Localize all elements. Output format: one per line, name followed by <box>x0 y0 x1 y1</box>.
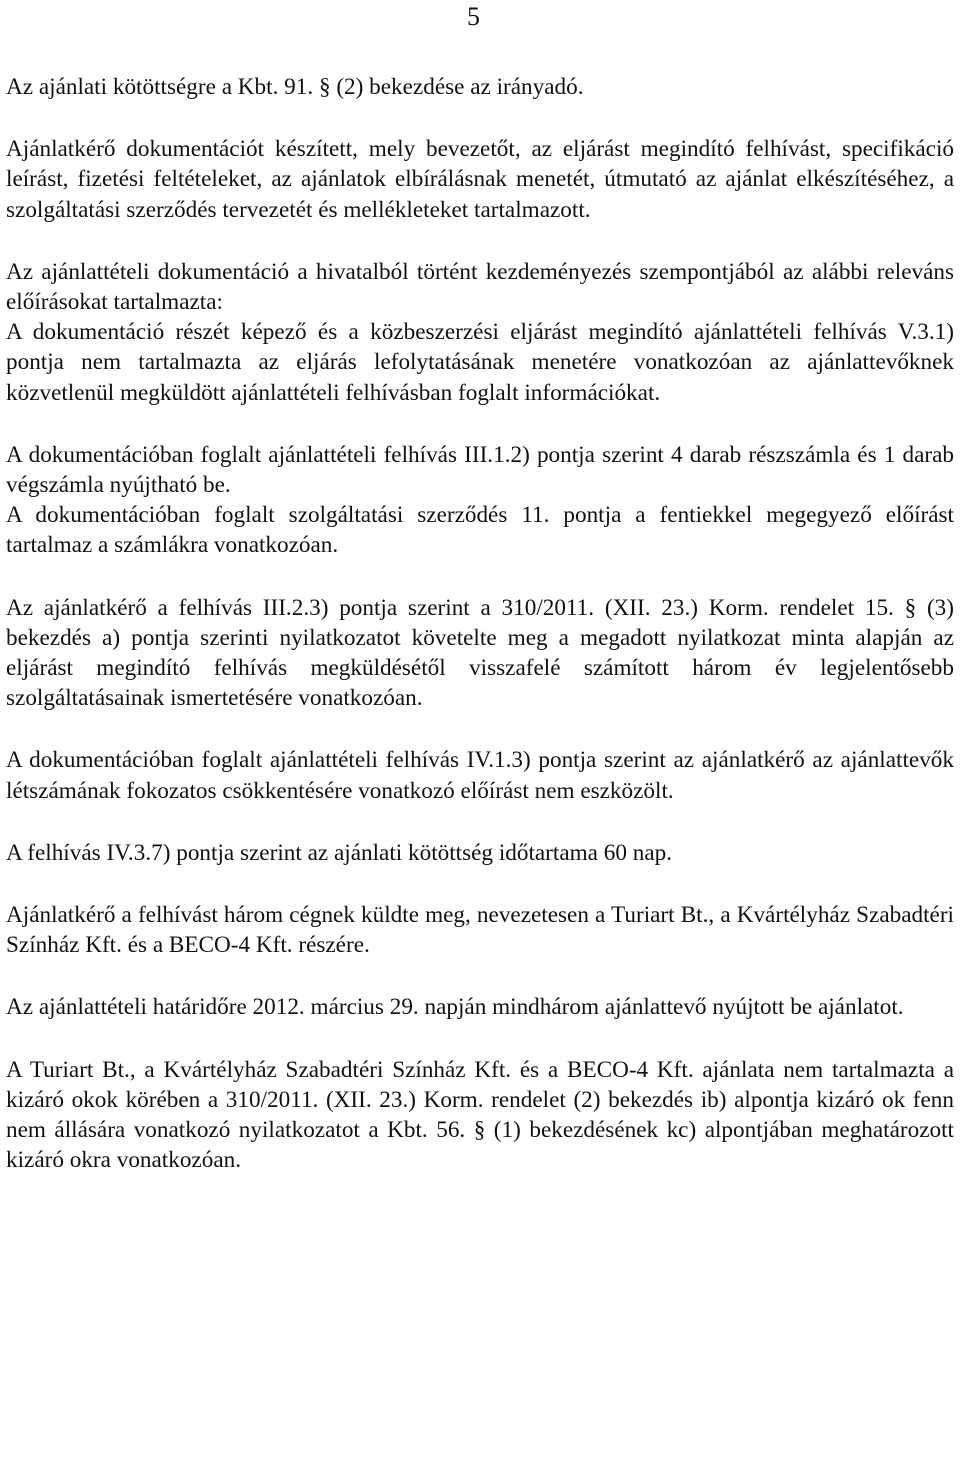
paragraph-invited-companies: Ajánlatkérő a felhívást három cégnek küldte meg, nevezetesen a Turiart Bt., a Kvártélyház Szabadtéri Színház Kft. és a BECO-4 Kft. részére. <box>6 902 954 959</box>
paragraph-declaration-requirement: Az ajánlatkérő a felhívás III.2.3) pontja szerint a 310/2011. (XII. 23.) Korm. rendelet 15. § (3) bekezdés a) pontja szerinti nyilatkozatot követelte meg a megadott nyilatkozat minta alapján az eljárást megindító felhívás megküldésétől visszafelé számított három év legjelentősebb szolgáltatásainak ismertetésére vonatkozóan. <box>6 594 954 712</box>
paragraph-service-contract: A dokumentációban foglalt szolgáltatási szerződés 11. pontja a fentiekkel megegyező előírást tartalmaz a számlákra vonatkozóan. <box>6 502 954 559</box>
paragraph-relevant-provisions: Az ajánlattételi dokumentáció a hivatalból történt kezdeményezés szempontjából az alábbi releváns előírásokat tartalmazta: <box>6 258 954 316</box>
paragraph-documentation-contents: Ajánlatkérő dokumentációt készített, mely bevezetőt, az eljárást megindító felhívást, specifikáció leírást, fizetési feltételeket, az ajánlatok elbírálásnak menetét, útmutató az ajánlat elkészítéséhez, a szolgáltatási szerződés tervezetét és mellékleteket tartalmazott. <box>6 136 954 223</box>
paragraph-exclusion-grounds: A Turiart Bt., a Kvártélyház Szabadtéri Színház Kft. és a BECO-4 Kft. ajánlata nem tartalmazta a kizáró okok körében a 310/2011. (XII. 23.) Korm. rendelet (2) bekezdés ib) alpontja kizáró ok fenn nem állására vonatkozó nyilatkozatot a Kbt. 56. § (1) bekezdésének kc) alpontjában meghatározott kizáró okra vonatkozóan. <box>6 1056 954 1174</box>
paragraph-invitation-v31: A dokumentáció részét képező és a közbeszerzési eljárást megindító ajánlattételi felhívás V.3.1) pontja nem tartalmazta az eljárás lefolytatásának menetére vonatkozóan az ajánlattevőknek közvetlenül megküldött ajánlattételi felhívásban foglalt információkat. <box>6 319 954 406</box>
document-body <box>6 72 954 1175</box>
paragraph-binding-offer: Az ajánlati kötöttségre a Kbt. 91. § (2) bekezdése az irányadó. <box>6 74 584 100</box>
paragraph-bid-deadline: Az ajánlattételi határidőre 2012. március 29. napján mindhárom ajánlattevő nyújtott be ajánlatot. <box>6 994 904 1021</box>
paragraph-bidder-reduction: A dokumentációban foglalt ajánlattételi felhívás IV.1.3) pontja szerint az ajánlatkérő az ajánlattevők létszámának fokozatos csökkentésére vonatkozó előírást nem eszközölt. <box>6 747 954 804</box>
page-number: 5 <box>467 2 480 31</box>
paragraph-binding-period: A felhívás IV.3.7) pontja szerint az ajánlati kötöttség időtartama 60 nap. <box>6 839 673 866</box>
paragraph-invoices: A dokumentációban foglalt ajánlattételi felhívás III.1.2) pontja szerint 4 darab részszámla és 1 darab végszámla nyújtható be. <box>6 441 954 499</box>
